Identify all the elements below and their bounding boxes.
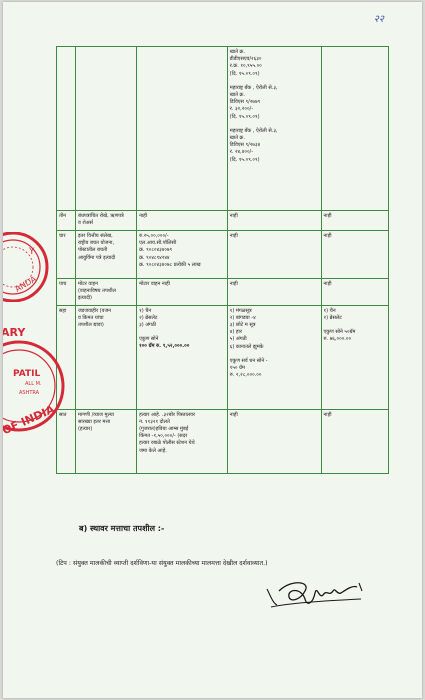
cell-text-line: २) ब्रेसलेट — [323, 314, 342, 321]
cell-text-line — [230, 78, 319, 85]
table-cell — [137, 47, 228, 211]
table-cell — [75, 47, 136, 211]
stamp-text: ARY — [1, 326, 26, 339]
cell-text-line: महाराष्ट्र बँक , ऐरोली से.३, — [229, 84, 278, 91]
cell-text-line: पोस्टातील बचती — [77, 247, 108, 254]
cell-text-line: नाही — [323, 233, 332, 239]
cell-text-line: बंधपत्रांचित रोखे, ऋणपत्रे — [77, 213, 124, 219]
table-row — [57, 211, 389, 231]
table-cell — [227, 231, 321, 279]
cell-text-line: र. ३२,२००/- — [229, 106, 254, 113]
table-cell — [137, 211, 228, 231]
row-label — [75, 409, 136, 473]
cell-text-line: हत्यार रबाळे पोलीस स्टेशन येथे — [139, 440, 195, 447]
cell-text-line: १) चैन — [139, 307, 152, 314]
cell-text-line: नाही — [229, 281, 238, 287]
row-label — [75, 211, 136, 231]
cell-text-line: इत्यादी) — [77, 295, 92, 302]
cell-text-line: (दि. १५.०९.०९) — [229, 113, 260, 120]
cell-text-line: २) बांगडया -४ — [229, 314, 256, 321]
cell-text-line: नाही — [139, 213, 148, 219]
cell-text-line: जडजवाहीर (वजन — [77, 307, 111, 314]
cell-text-line: तपशील द्यावा) — [77, 322, 104, 329]
cell-text-line: (गुजरात)हविया आम्स मुंबई — [139, 426, 189, 433]
cell-text-line: २) ब्रेसलेट — [139, 314, 158, 321]
document-page — [0, 2, 422, 698]
stamp-seal-top — [3, 232, 54, 302]
cell-text-line: ३) अंगठी — [139, 322, 157, 329]
cell-text-line: नाही — [229, 213, 238, 219]
cell-text-line: महाराष्ट्र बँक , ऐरोली से.३, — [229, 127, 278, 134]
cell-text-line: नाही — [229, 233, 238, 239]
table-row — [57, 409, 389, 473]
cell-text-line: व शेअर्स — [77, 220, 93, 227]
cell-text-line: १) मंगळसूत्र — [229, 307, 252, 314]
cell-text-line: डिविएस ९/२७७९ — [229, 99, 261, 106]
cell-text-line: इतर वित्तीय संलेख, — [77, 233, 113, 239]
row-number: सात — [57, 409, 76, 473]
cell-text-line: आयुर्विमा पत्रे इत्यादी — [77, 254, 116, 261]
cell-text-line: खाते क्र. — [229, 92, 245, 99]
cell-text-line: डिविएस ९/२७३४ — [229, 142, 261, 149]
row-number: चार — [57, 231, 76, 279]
table-cell — [321, 211, 388, 231]
cell-text-line: रु. २,२८,०००.०० — [229, 372, 262, 379]
cell-text-line: नाही — [323, 411, 332, 418]
cell-text-line: खाते क्र. — [229, 135, 245, 142]
cell-text-line: (दि. १५.०९.०९) — [229, 156, 260, 163]
row-number: सहा — [57, 305, 76, 409]
asset-table — [56, 46, 389, 474]
cell-text-line: १५० ग्रॅम — [229, 365, 245, 372]
cell-text-line: र. २४,४००/- — [229, 149, 254, 156]
cell-text-line: क्र. ९०८०४३४०७९ — [139, 247, 173, 254]
table-cell — [57, 47, 76, 211]
cell-text-line: खाते क्र. — [229, 49, 245, 55]
cell-text-line: ६) कानातले झुमके — [229, 343, 264, 350]
cell-text-line: नाही — [323, 213, 332, 219]
table-cell — [227, 409, 321, 473]
cell-text-line: (दि. १५.०९.०९) — [229, 70, 260, 77]
cell-text-line: हत्यार आहे. .३२बोर पिस्तालवर — [139, 411, 195, 418]
cell-text-line: मोटर वाहन — [77, 281, 98, 287]
cell-text-line: व किंमत यांचा — [77, 314, 104, 321]
cell-text-line: क्र. ९०८०४३४०७८ प्रत्येकी ५ लाख — [139, 261, 201, 268]
stamp-seal-bottom — [0, 314, 69, 454]
table-row — [57, 231, 389, 279]
table-cell — [321, 305, 388, 409]
stamp-text: ANDA — [13, 274, 38, 294]
cell-text-line: एल.आय.सी.पॉलिसी — [139, 240, 177, 247]
stamp-text: OF INDIA — [0, 402, 57, 438]
cell-text-line: रु.२५,००,०००/- — [139, 233, 169, 239]
section-title: ब) स्थावर मत्ताचा तपशील :- — [79, 524, 165, 533]
stamp-text: Y — [29, 247, 35, 257]
bank-deposits-cell — [227, 47, 321, 211]
cell-text-line — [230, 121, 319, 128]
table-cell — [321, 409, 388, 473]
cell-text-line: सारख्या इतर मत्ता — [77, 418, 111, 425]
cell-text-line: १) चैन — [323, 307, 336, 314]
cell-text-line: एकुण सोने — [139, 336, 159, 343]
table-row-continuation — [57, 47, 389, 211]
row-label — [75, 231, 136, 279]
table-row — [57, 279, 389, 306]
cell-text-line: ३) छोटे म सूत्र — [229, 322, 256, 329]
cell-text-line: रु. ७६,०००.०० — [323, 336, 352, 343]
footnote: (टिप : संयुक्त मालकीची व्याप्ती दर्शविणा-या संयुक्त मालकीच्या मालमत्ता देखील दर्शवाव्यात.) — [56, 560, 268, 567]
cell-text-line: (वाहनाविषय तपशील — [77, 288, 116, 295]
table-cell — [227, 211, 321, 231]
cell-text-line: एकुण सोने ५०ग्रॅम — [323, 329, 356, 336]
stamp-text: PATIL — [13, 369, 41, 379]
row-number: तीन — [57, 211, 76, 231]
cell-text-line: नाही — [323, 281, 332, 287]
table-cell — [137, 231, 228, 279]
table-cell — [321, 47, 388, 211]
cell-text-line: ५) अंगठी — [229, 336, 247, 343]
row-number: पाच — [57, 279, 76, 306]
cell-text-line: र.क्र. १०,९५५.०० — [229, 63, 262, 70]
page-number: २२ — [373, 14, 384, 25]
cell-text-line: राष्ट्रीय बचत योजना, — [77, 240, 115, 247]
cell-text-line: मोटार वाहन नाही — [139, 281, 170, 287]
cell-text-line: डीडीएसएव/२६३० — [229, 56, 262, 63]
cell-text-line: एकुण सर्व धन सोने - — [229, 357, 268, 364]
cell-text-line: न. ११३२१ दोलते — [139, 418, 170, 425]
cell-text-line: (हत्यार) — [77, 426, 93, 433]
cell-text-line — [230, 351, 319, 358]
cell-text-line: किंमत -१,५०,०००/- (सदर — [139, 433, 188, 440]
table-cell — [227, 305, 321, 409]
table-cell — [227, 279, 321, 306]
row-label — [75, 279, 136, 306]
table-cell — [137, 409, 228, 473]
table-cell — [137, 279, 228, 306]
stamp-text: ASHTRA — [19, 390, 40, 396]
table-cell — [321, 279, 388, 306]
stamp-text: ALL M. — [25, 381, 42, 387]
cell-text-line: ४) हार — [229, 329, 242, 336]
cell-text-line — [324, 322, 386, 329]
cell-text-line: जमा केले आहे. — [139, 447, 167, 454]
cell-text-line: नाही — [229, 411, 238, 418]
table-cell — [321, 231, 388, 279]
cell-text-line: मागणी /व्याज मुल्या — [77, 411, 114, 418]
cell-text-line: १०० ग्रॅम रु. १,५२,०००.०० — [139, 343, 190, 350]
cell-text-line: क्र. ९०४८९४२४४ — [139, 254, 170, 261]
handwritten-signature — [261, 577, 381, 611]
table-row — [57, 305, 389, 409]
table-cell — [137, 305, 228, 409]
row-label — [75, 305, 136, 409]
